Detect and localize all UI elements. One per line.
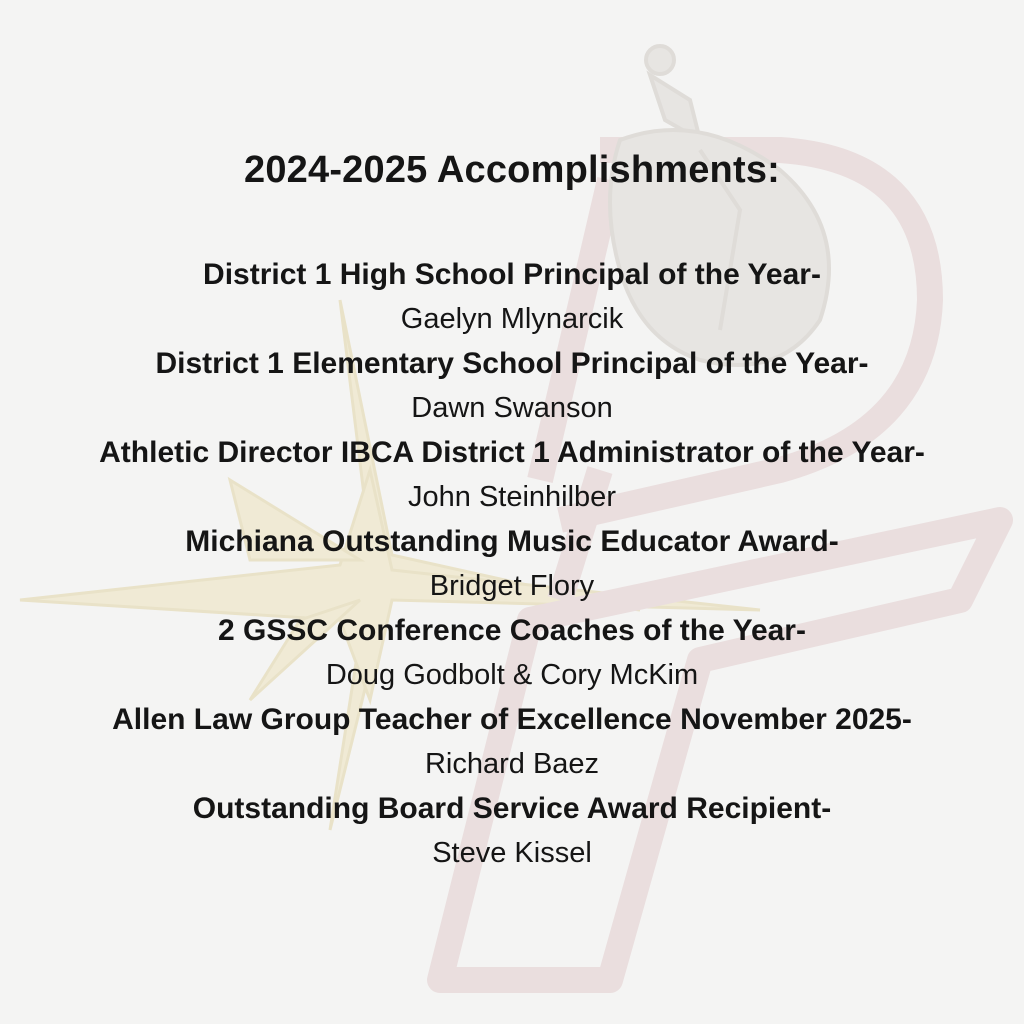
award-item	[0, 342, 1024, 431]
award-item	[0, 253, 1024, 342]
award-recipient: Doug Godbolt & Cory McKim	[325, 659, 699, 691]
award-item	[0, 609, 1024, 698]
award-name: Allen Law Group Teacher of Excellence November 2025-	[112, 703, 912, 736]
award-item	[0, 431, 1024, 520]
award-name: 2 GSSC Conference Coaches of the Year-	[218, 614, 806, 647]
award-recipient: Bridget Flory	[429, 570, 595, 602]
award-recipient: Richard Baez	[424, 748, 600, 780]
award-item	[0, 698, 1024, 787]
award-name: Michiana Outstanding Music Educator Award-	[185, 525, 839, 558]
award-recipient: Gaelyn Mlynarcik	[400, 303, 624, 335]
page-title: 2024-2025 Accomplishments:	[243, 149, 781, 191]
award-recipient: Dawn Swanson	[411, 392, 613, 424]
award-recipient: Steve Kissel	[432, 837, 592, 869]
award-item	[0, 787, 1024, 876]
award-name: District 1 Elementary School Principal of the Year-	[155, 347, 869, 380]
awards-list	[0, 253, 1024, 876]
award-name: Outstanding Board Service Award Recipient-	[192, 792, 832, 825]
award-item	[0, 520, 1024, 609]
award-name: District 1 High School Principal of the Year-	[203, 258, 821, 291]
award-recipient: John Steinhilber	[408, 481, 616, 513]
award-name: Athletic Director IBCA District 1 Administrator of the Year-	[99, 436, 925, 469]
